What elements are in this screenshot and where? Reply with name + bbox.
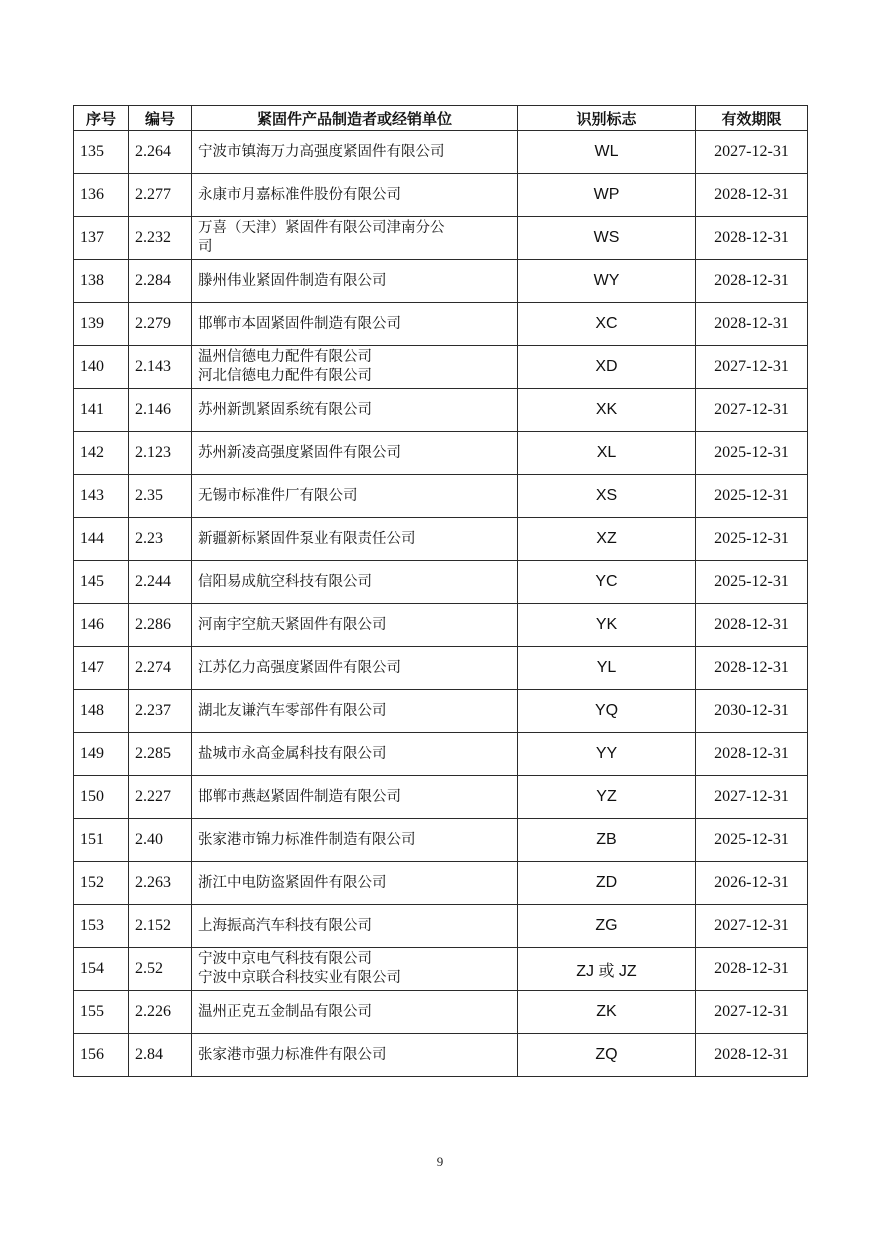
- serial-number-cell: 137: [74, 217, 129, 260]
- validity-date-cell: 2025-12-31: [696, 518, 808, 561]
- table-row: [74, 647, 808, 690]
- code-cell: 2.277: [129, 174, 192, 217]
- validity-date-cell: 2028-12-31: [696, 948, 808, 991]
- manufacturer-name-line: 温州信德电力配件有限公司: [198, 349, 372, 365]
- manufacturer-cell: [192, 346, 518, 389]
- serial-number-cell: 149: [74, 733, 129, 776]
- table-row: [74, 733, 808, 776]
- header-serial-number: 序号: [74, 106, 129, 131]
- code-cell: 2.152: [129, 905, 192, 948]
- manufacturer-name-line: 河北信德电力配件有限公司: [198, 368, 372, 384]
- header-validity-period: 有效期限: [696, 106, 808, 131]
- serial-number-cell: 135: [74, 131, 129, 174]
- manufacturer-name-line: 浙江中电防盗紧固件有限公司: [198, 874, 387, 891]
- serial-number-cell: 142: [74, 432, 129, 475]
- code-cell: 2.52: [129, 948, 192, 991]
- code-cell: 2.146: [129, 389, 192, 432]
- table-row: [74, 862, 808, 905]
- validity-date-cell: 2025-12-31: [696, 819, 808, 862]
- manufacturer-name-line: 盐城市永高金属科技有限公司: [198, 745, 387, 762]
- identification-mark-cell: YZ: [518, 776, 696, 819]
- identification-mark-cell: XC: [518, 303, 696, 346]
- serial-number-cell: 138: [74, 260, 129, 303]
- manufacturer-cell: [192, 690, 518, 733]
- table-row: [74, 475, 808, 518]
- validity-date-cell: 2028-12-31: [696, 260, 808, 303]
- table-row: [74, 1034, 808, 1077]
- manufacturer-name-line: 邯郸市燕赵紧固件制造有限公司: [198, 788, 401, 805]
- header-identification-mark: 识别标志: [518, 106, 696, 131]
- manufacturer-name-line: 新疆新标紧固件泵业有限责任公司: [198, 530, 416, 547]
- code-cell: 2.279: [129, 303, 192, 346]
- identification-mark-cell: ZD: [518, 862, 696, 905]
- manufacturer-name-line: 邯郸市本固紧固件制造有限公司: [198, 315, 401, 332]
- table-row: [74, 518, 808, 561]
- table-row: [74, 948, 808, 991]
- serial-number-cell: 145: [74, 561, 129, 604]
- validity-date-cell: 2028-12-31: [696, 647, 808, 690]
- serial-number-cell: 148: [74, 690, 129, 733]
- manufacturer-cell: [192, 174, 518, 217]
- header-manufacturer-or-distributor: 紧固件产品制造者或经销单位: [192, 106, 518, 131]
- table-row: [74, 389, 808, 432]
- validity-date-cell: 2028-12-31: [696, 217, 808, 260]
- manufacturer-name-line: 永康市月嘉标准件股份有限公司: [198, 186, 401, 203]
- serial-number-cell: 156: [74, 1034, 129, 1077]
- table-row: [74, 604, 808, 647]
- manufacturer-cell: [192, 475, 518, 518]
- identification-mark-cell: ZK: [518, 991, 696, 1034]
- validity-date-cell: 2025-12-31: [696, 432, 808, 475]
- manufacturer-cell: [192, 1034, 518, 1077]
- identification-mark-cell: ZB: [518, 819, 696, 862]
- manufacturer-cell: [192, 733, 518, 776]
- validity-date-cell: 2027-12-31: [696, 131, 808, 174]
- manufacturer-name-line: 苏州新凌高强度紧固件有限公司: [198, 444, 401, 461]
- identification-mark-cell: XS: [518, 475, 696, 518]
- manufacturer-name-line: 无锡市标准件厂有限公司: [198, 487, 358, 504]
- code-cell: 2.35: [129, 475, 192, 518]
- validity-date-cell: 2030-12-31: [696, 690, 808, 733]
- identification-mark-cell: YL: [518, 647, 696, 690]
- validity-date-cell: 2027-12-31: [696, 389, 808, 432]
- validity-date-cell: 2028-12-31: [696, 733, 808, 776]
- table-row: [74, 174, 808, 217]
- validity-date-cell: 2028-12-31: [696, 604, 808, 647]
- validity-date-cell: 2028-12-31: [696, 303, 808, 346]
- manufacturer-cell: [192, 518, 518, 561]
- identification-mark-cell: WP: [518, 174, 696, 217]
- identification-mark-cell: ZQ: [518, 1034, 696, 1077]
- code-cell: 2.123: [129, 432, 192, 475]
- code-cell: 2.244: [129, 561, 192, 604]
- identification-mark-cell: ZG: [518, 905, 696, 948]
- serial-number-cell: 140: [74, 346, 129, 389]
- identification-mark-cell: WY: [518, 260, 696, 303]
- manufacturer-cell: [192, 303, 518, 346]
- manufacturer-name-line: 河南宇空航天紧固件有限公司: [198, 616, 387, 633]
- validity-date-cell: 2027-12-31: [696, 346, 808, 389]
- serial-number-cell: 153: [74, 905, 129, 948]
- manufacturer-name-line: 滕州伟业紧固件制造有限公司: [198, 272, 387, 289]
- validity-date-cell: 2026-12-31: [696, 862, 808, 905]
- manufacturer-cell: [192, 604, 518, 647]
- validity-date-cell: 2025-12-31: [696, 475, 808, 518]
- serial-number-cell: 154: [74, 948, 129, 991]
- validity-date-cell: 2025-12-31: [696, 561, 808, 604]
- code-cell: 2.143: [129, 346, 192, 389]
- identification-mark-cell: XK: [518, 389, 696, 432]
- table-header-row: [74, 106, 808, 131]
- table-body: [74, 131, 808, 1077]
- manufacturer-name-line: 宁波市镇海万力高强度紧固件有限公司: [198, 143, 445, 160]
- code-cell: 2.263: [129, 862, 192, 905]
- table-row: [74, 561, 808, 604]
- serial-number-cell: 143: [74, 475, 129, 518]
- validity-date-cell: 2027-12-31: [696, 991, 808, 1034]
- identification-mark-cell: WL: [518, 131, 696, 174]
- manufacturer-name-line: 上海振高汽车科技有限公司: [198, 917, 372, 934]
- serial-number-cell: 155: [74, 991, 129, 1034]
- serial-number-cell: 139: [74, 303, 129, 346]
- validity-date-cell: 2028-12-31: [696, 1034, 808, 1077]
- validity-date-cell: 2028-12-31: [696, 174, 808, 217]
- table-row: [74, 432, 808, 475]
- code-cell: 2.84: [129, 1034, 192, 1077]
- manufacturer-cell: [192, 776, 518, 819]
- identification-mark-cell: XL: [518, 432, 696, 475]
- manufacturer-name-line: 张家港市强力标准件有限公司: [198, 1046, 387, 1063]
- manufacturer-cell: [192, 862, 518, 905]
- manufacturer-name-line: 宁波中京电气科技有限公司: [198, 951, 372, 967]
- serial-number-cell: 144: [74, 518, 129, 561]
- manufacturer-cell: [192, 561, 518, 604]
- code-cell: 2.226: [129, 991, 192, 1034]
- manufacturer-name-line: 张家港市锦力标准件制造有限公司: [198, 831, 416, 848]
- identification-mark-cell: YK: [518, 604, 696, 647]
- manufacturer-name-line: 司: [198, 239, 213, 255]
- identification-mark-cell: YQ: [518, 690, 696, 733]
- serial-number-cell: 141: [74, 389, 129, 432]
- manufacturer-cell: [192, 389, 518, 432]
- manufacturer-cell: [192, 905, 518, 948]
- serial-number-cell: 147: [74, 647, 129, 690]
- identification-mark-cell: XZ: [518, 518, 696, 561]
- table-row: [74, 217, 808, 260]
- manufacturer-cell: [192, 217, 518, 260]
- serial-number-cell: 146: [74, 604, 129, 647]
- identification-mark-cell: YC: [518, 561, 696, 604]
- manufacturer-cell: [192, 991, 518, 1034]
- manufacturer-name-line: 江苏亿力高强度紧固件有限公司: [198, 659, 401, 676]
- manufacturer-cell: [192, 647, 518, 690]
- table-row: [74, 905, 808, 948]
- manufacturer-name-line: 苏州新凯紧固系统有限公司: [198, 401, 372, 418]
- identification-mark-cell: WS: [518, 217, 696, 260]
- serial-number-cell: 152: [74, 862, 129, 905]
- identification-mark-cell: XD: [518, 346, 696, 389]
- identification-mark-cell: YY: [518, 733, 696, 776]
- table-row: [74, 776, 808, 819]
- manufacturer-cell: [192, 432, 518, 475]
- serial-number-cell: 151: [74, 819, 129, 862]
- table-row: [74, 303, 808, 346]
- table-row: [74, 690, 808, 733]
- manufacturer-cell: [192, 260, 518, 303]
- manufacturer-name-line: 温州正克五金制品有限公司: [198, 1003, 372, 1020]
- serial-number-cell: 150: [74, 776, 129, 819]
- manufacturer-name-line: 宁波中京联合科技实业有限公司: [198, 970, 401, 986]
- manufacturer-name-line: 信阳易成航空科技有限公司: [198, 573, 372, 590]
- table-row: [74, 991, 808, 1034]
- manufacturer-name-line: 湖北友谦汽车零部件有限公司: [198, 702, 387, 719]
- code-cell: 2.237: [129, 690, 192, 733]
- code-cell: 2.264: [129, 131, 192, 174]
- code-cell: 2.232: [129, 217, 192, 260]
- manufacturer-cell: [192, 131, 518, 174]
- validity-date-cell: 2027-12-31: [696, 776, 808, 819]
- code-cell: 2.286: [129, 604, 192, 647]
- header-code: 编号: [129, 106, 192, 131]
- page-number: 9: [436, 1154, 444, 1169]
- validity-date-cell: 2027-12-31: [696, 905, 808, 948]
- code-cell: 2.23: [129, 518, 192, 561]
- fastener-registry-table: [73, 105, 808, 1077]
- manufacturer-cell: [192, 948, 518, 991]
- code-cell: 2.285: [129, 733, 192, 776]
- table-row: [74, 131, 808, 174]
- serial-number-cell: 136: [74, 174, 129, 217]
- code-cell: 2.227: [129, 776, 192, 819]
- table-row: [74, 346, 808, 389]
- identification-mark-cell: ZJ 或 JZ: [518, 948, 696, 991]
- code-cell: 2.40: [129, 819, 192, 862]
- manufacturer-cell: [192, 819, 518, 862]
- code-cell: 2.274: [129, 647, 192, 690]
- table-row: [74, 819, 808, 862]
- table-row: [74, 260, 808, 303]
- code-cell: 2.284: [129, 260, 192, 303]
- manufacturer-name-line: 万喜（天津）紧固件有限公司津南分公: [198, 220, 445, 236]
